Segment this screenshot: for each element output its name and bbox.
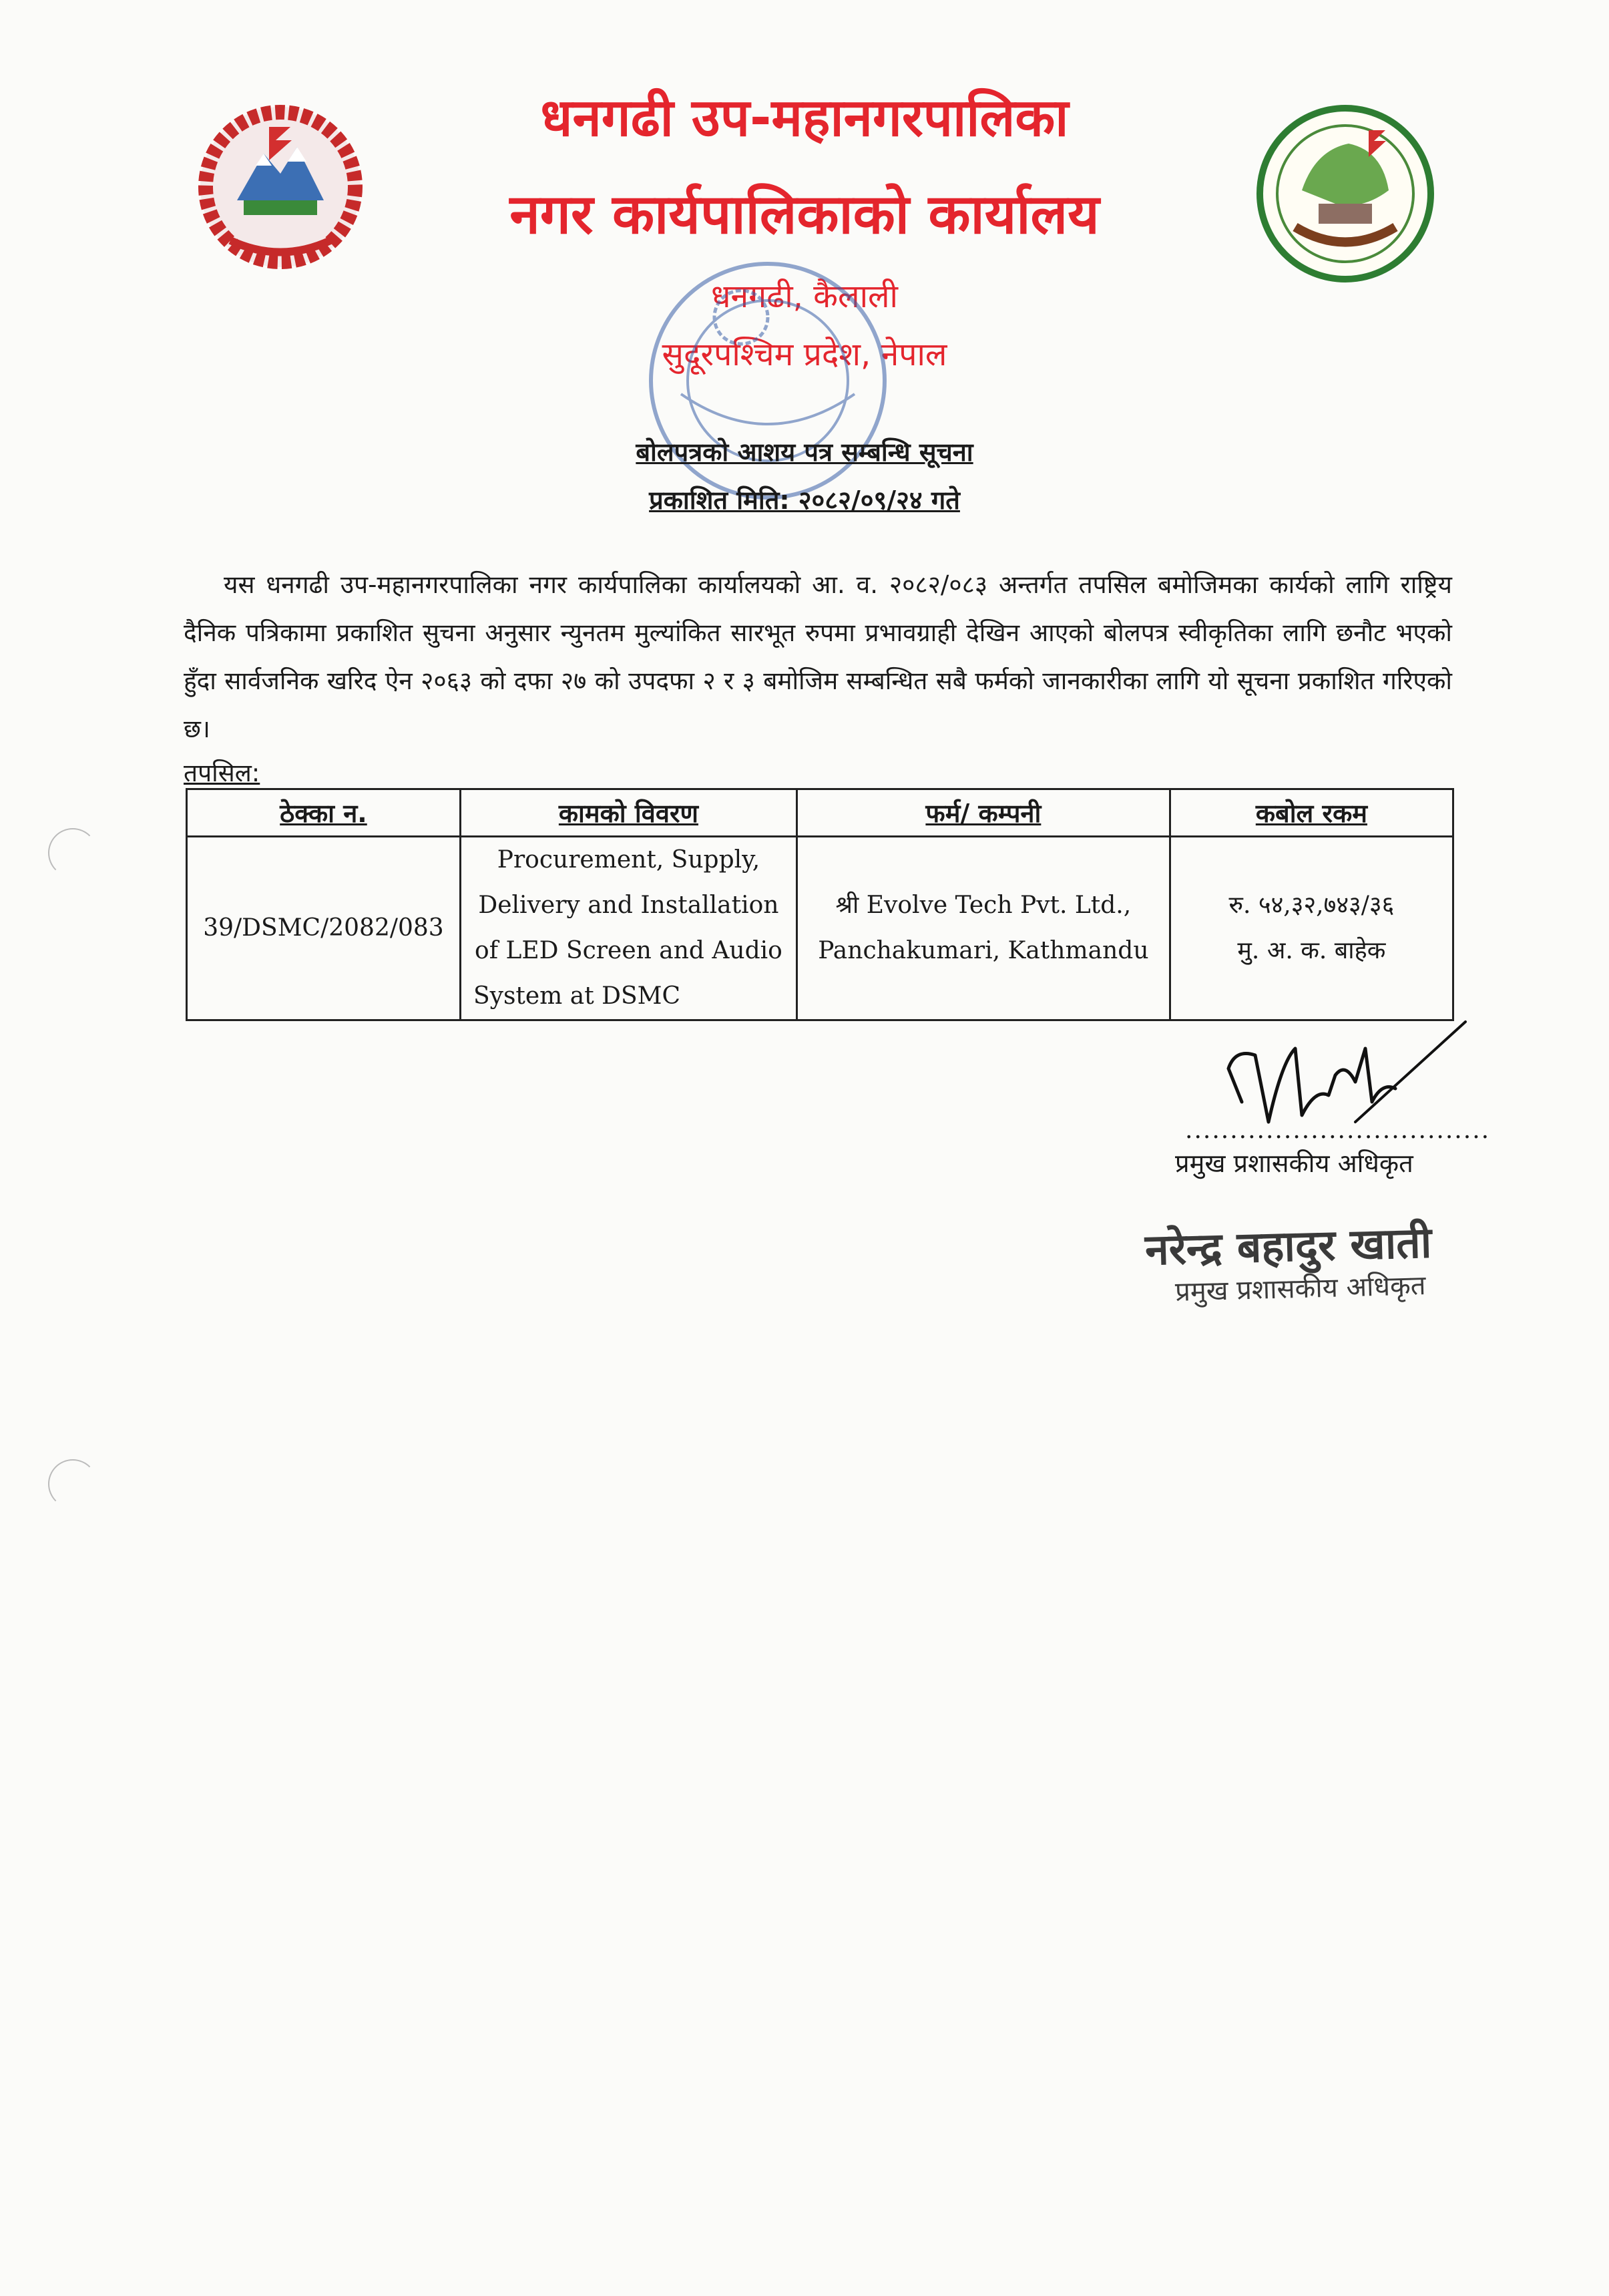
cell-description: Procurement, Supply, Delivery and Installation of LED Screen and Audio System at DSMC bbox=[460, 837, 796, 1020]
cell-firm bbox=[796, 837, 1170, 1020]
header-contract-no: ठेक्का न. bbox=[187, 789, 461, 837]
award-table bbox=[186, 788, 1454, 1021]
table-row bbox=[187, 837, 1453, 1020]
notice-title: बोलपत्रको आशय पत्र सम्बन्धि सूचना bbox=[636, 437, 973, 467]
published-date: प्रकाशित मिति: २०८२/०९/२४ गते bbox=[649, 486, 960, 515]
signature-line: .................................. bbox=[1185, 1117, 1491, 1144]
schedule-label: तपसिल: bbox=[184, 759, 260, 787]
firm-name: श्री Evolve Tech Pvt. Ltd., bbox=[835, 892, 1132, 919]
amount-note: मु. अ. क. बाहेक bbox=[1237, 937, 1386, 964]
office-seal-icon bbox=[641, 254, 895, 508]
amount-value: रु. ५४,३२,७४३/३६ bbox=[1228, 892, 1395, 919]
district-line: धनगढी, कैलाली bbox=[711, 278, 898, 315]
table-header-row bbox=[187, 789, 1453, 837]
punch-hole-mark bbox=[48, 1459, 97, 1509]
firm-address: Panchakumari, Kathmandu bbox=[818, 937, 1149, 964]
punch-hole-mark bbox=[48, 828, 97, 878]
signatory-title: प्रमुख प्रशासकीय अधिकृत bbox=[1175, 1149, 1413, 1178]
notice-body: यस धनगढी उप-महानगरपालिका नगर कार्यपालिका कार्यालयको आ. व. २०८२/०८३ अन्तर्गत तपसिल बमोजिमका कार्यको लागि राष्ट्रिय दैनिक पत्रिकामा प्रकाशित सुचना अनुसार न्युनतम मुल्यांकित सारभूत रुपमा प्रभावग्राही देखिन आएको बोलपत्र स्वीकृतिका लागि छनौट भएको हुँदा सार्वजनिक खरिद ऐन २०६३ को दफा २७ को उपदफा २ र ३ बमोजिम सम्बन्धित सबै फर्मको जानकारीका लागि यो सूचना प्रकाशित गरिएको छ। bbox=[184, 570, 1452, 743]
org-name: धनगढी उप-महानगरपालिका bbox=[540, 88, 1069, 148]
header-firm: फर्म/ कम्पनी bbox=[796, 789, 1170, 837]
cell-amount bbox=[1170, 837, 1453, 1020]
stamp-title: प्रमुख प्रशासकीय अधिकृत bbox=[1174, 1270, 1427, 1308]
province-line: सुदूरपश्चिम प्रदेश, नेपाल bbox=[662, 336, 947, 373]
stamp-name: नरेन्द्र बहादुर खाती bbox=[1144, 1218, 1433, 1276]
header-amount: कबोल रकम bbox=[1170, 789, 1453, 837]
header-description: कामको विवरण bbox=[460, 789, 796, 837]
office-name: नगर कार्यपालिकाको कार्यालय bbox=[509, 183, 1100, 246]
cell-contract-no: 39/DSMC/2082/083 bbox=[187, 837, 461, 1020]
